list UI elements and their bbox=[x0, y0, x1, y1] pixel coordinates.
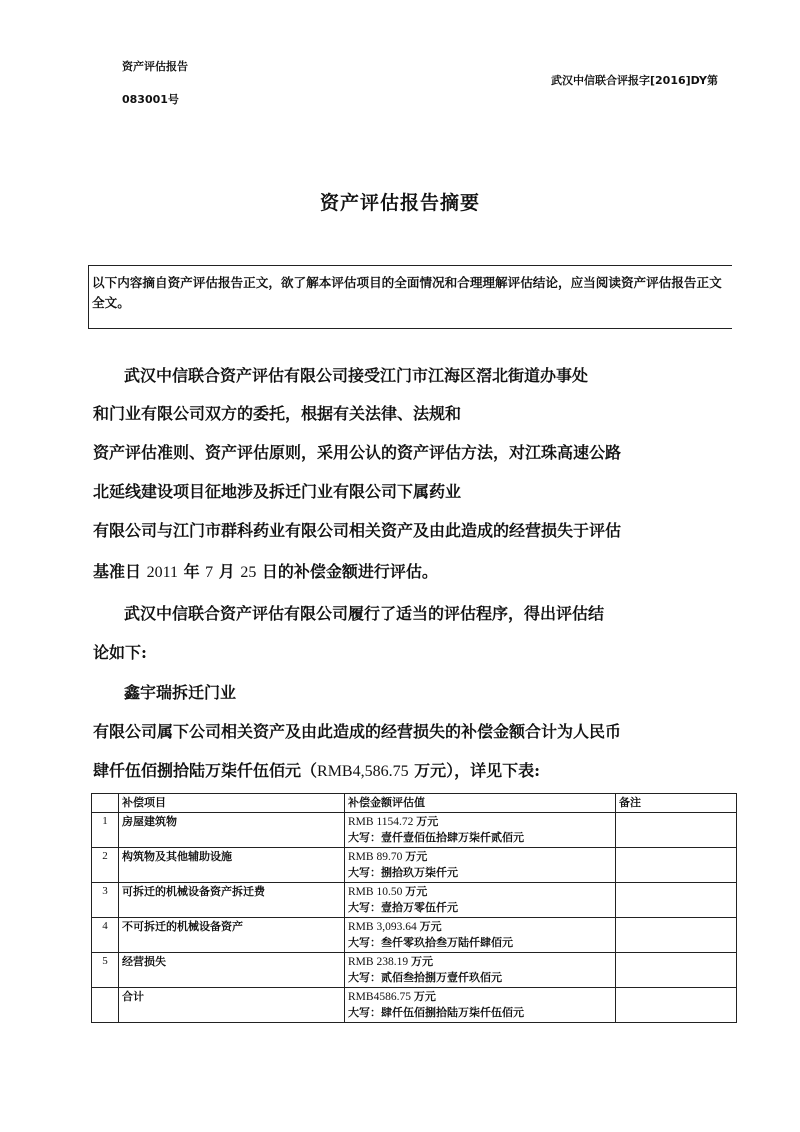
amount-unit: 万元 bbox=[405, 850, 428, 863]
row-note bbox=[616, 813, 737, 848]
row-amount bbox=[345, 953, 616, 988]
amount-value: RMB 1154.72 bbox=[348, 816, 414, 828]
amount-value: RMB 238.19 bbox=[348, 956, 409, 968]
day-suffix: 日的补偿金额进行评估。 bbox=[261, 562, 438, 581]
header-report-label: 资产评估报告 bbox=[122, 60, 188, 73]
row-number: 1 bbox=[92, 813, 119, 848]
amount-unit: 万元 bbox=[419, 920, 442, 933]
header-cell-note: 备注 bbox=[616, 794, 737, 813]
paragraph-line-1: 武汉中信联合资产评估有限公司接受江门市江海区滘北街道办事处 bbox=[124, 366, 589, 385]
header-report-number: 083001号 bbox=[122, 93, 179, 106]
amount-unit: 万元 bbox=[410, 955, 433, 968]
amount-value: RMB 89.70 bbox=[348, 851, 403, 863]
row-number: 4 bbox=[92, 918, 119, 953]
row-amount bbox=[345, 988, 616, 1023]
year-char: 年 bbox=[183, 562, 200, 581]
row-note bbox=[616, 918, 737, 953]
paragraph-line-5: 有限公司与江门市群科药业有限公司相关资产及由此造成的经营损失于评估 bbox=[93, 521, 622, 540]
row-number: 5 bbox=[92, 953, 119, 988]
table-row bbox=[92, 848, 737, 883]
row-note bbox=[616, 883, 737, 918]
header-report-code: 武汉中信联合评报字[2016]DY第 bbox=[551, 74, 718, 87]
row-item: 可拆迁的机械设备资产拆迁费 bbox=[119, 883, 345, 918]
paragraph-line-6 bbox=[93, 559, 438, 582]
notice-text: 以下内容摘自资产评估报告正文，欲了解本评估项目的全面情况和合理理解评估结论，应当阅读资产评估报告正文全文。 bbox=[92, 275, 722, 310]
amount-caps: 大写：捌拾玖万柒仟元 bbox=[348, 866, 458, 879]
amount-caps: 大写：肆仟伍佰捌拾陆万柒仟伍佰元 bbox=[348, 1006, 524, 1019]
row-amount bbox=[345, 848, 616, 883]
table-header-row bbox=[92, 794, 737, 813]
amount-unit: 万元 bbox=[416, 815, 439, 828]
base-date-year: 2011 bbox=[146, 564, 178, 581]
total-amount: RMB4,586.75 bbox=[317, 763, 409, 780]
table-total-row bbox=[92, 988, 737, 1023]
row-item: 房屋建筑物 bbox=[119, 813, 345, 848]
month-char: 月 bbox=[218, 562, 235, 581]
compensation-table bbox=[91, 793, 737, 1023]
base-date-label: 基准日 bbox=[93, 562, 142, 581]
page-title: 资产评估报告摘要 bbox=[319, 192, 480, 214]
row-amount bbox=[345, 813, 616, 848]
paragraph-line-2: 和门业有限公司双方的委托，根据有关法律、法规和 bbox=[93, 404, 462, 423]
row-amount bbox=[345, 883, 616, 918]
amount-value: RMB 3,093.64 bbox=[348, 921, 417, 933]
row-number bbox=[92, 988, 119, 1023]
header-cell-item: 补偿项目 bbox=[119, 794, 345, 813]
row-number: 3 bbox=[92, 883, 119, 918]
table-row bbox=[92, 813, 737, 848]
amount-unit: 万元 bbox=[413, 990, 436, 1003]
amount-caps: 大写：叁仟零玖拾叁万陆仟肆佰元 bbox=[348, 936, 513, 949]
table-row bbox=[92, 953, 737, 988]
row-note bbox=[616, 988, 737, 1023]
total-caps: 肆仟伍佰捌拾陆万柒仟伍佰元（ bbox=[93, 761, 318, 780]
header-cell-amount: 补偿金额评估值 bbox=[345, 794, 616, 813]
row-item: 经营损失 bbox=[119, 953, 345, 988]
row-note bbox=[616, 848, 737, 883]
table-row bbox=[92, 918, 737, 953]
paragraph-line-9: 鑫宇瑞拆迁门业 bbox=[124, 683, 237, 702]
base-date-day: 25 bbox=[240, 564, 257, 581]
paragraph-line-7: 武汉中信联合资产评估有限公司履行了适当的评估程序，得出评估结 bbox=[124, 604, 605, 623]
paragraph-line-10: 有限公司属下公司相关资产及由此造成的经营损失的补偿金额合计为人民币 bbox=[93, 722, 622, 741]
total-suffix: 万元），详见下表: bbox=[408, 761, 541, 780]
row-item: 合计 bbox=[119, 988, 345, 1023]
paragraph-line-4: 北延线建设项目征地涉及拆迁门业有限公司下属药业 bbox=[93, 482, 462, 501]
paragraph-line-11 bbox=[93, 758, 540, 781]
row-note bbox=[616, 953, 737, 988]
amount-value: RMB4586.75 bbox=[348, 991, 411, 1003]
amount-unit: 万元 bbox=[405, 885, 428, 898]
header-cell-no bbox=[92, 794, 119, 813]
table-row bbox=[92, 883, 737, 918]
amount-caps: 大写：壹拾万零伍仟元 bbox=[348, 901, 458, 914]
amount-caps: 大写：壹仟壹佰伍拾肆万柒仟贰佰元 bbox=[348, 831, 524, 844]
paragraph-line-3: 资产评估准则、资产评估原则，采用公认的资产评估方法，对江珠高速公路 bbox=[93, 443, 622, 462]
base-date-month: 7 bbox=[205, 564, 214, 581]
row-number: 2 bbox=[92, 848, 119, 883]
amount-value: RMB 10.50 bbox=[348, 886, 403, 898]
amount-caps: 大写：贰佰叁拾捌万壹仟玖佰元 bbox=[348, 971, 502, 984]
row-item: 构筑物及其他辅助设施 bbox=[119, 848, 345, 883]
row-item: 不可拆迁的机械设备资产 bbox=[119, 918, 345, 953]
row-amount bbox=[345, 918, 616, 953]
paragraph-line-8: 论如下: bbox=[93, 643, 147, 662]
